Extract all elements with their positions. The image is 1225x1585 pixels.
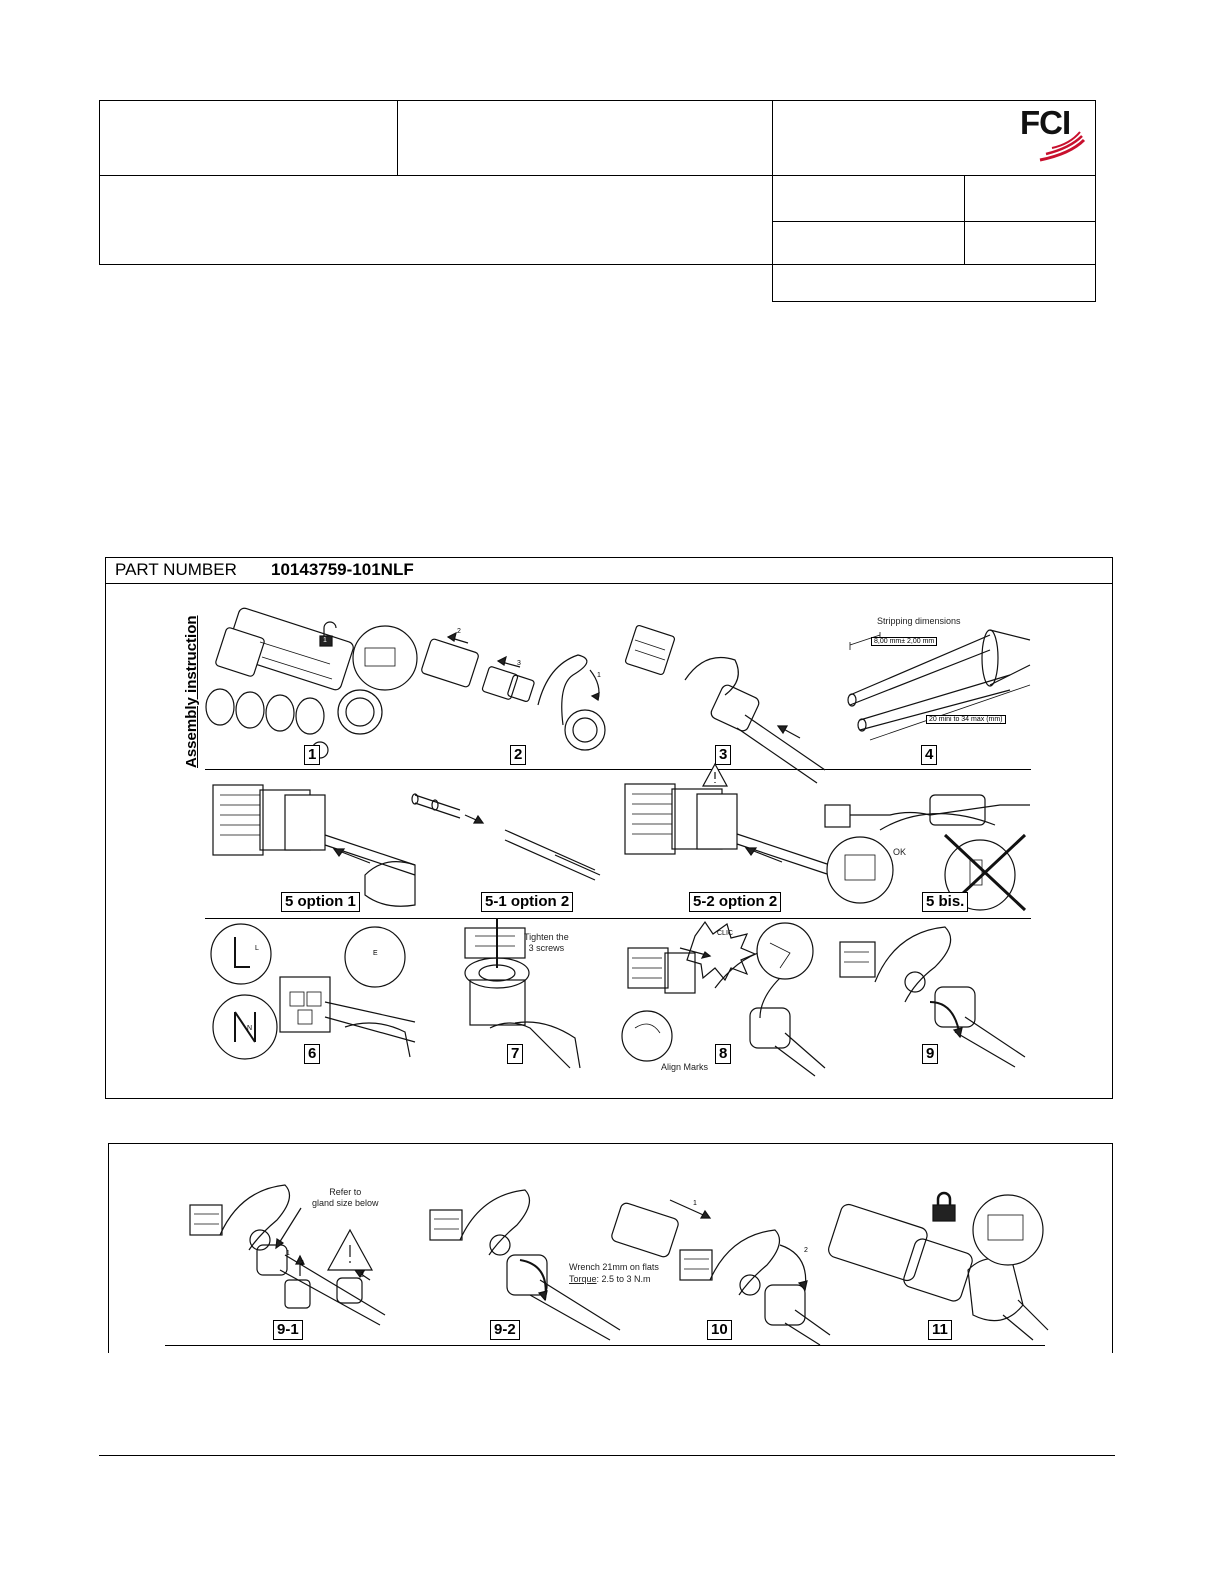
header-title-cell <box>99 175 773 265</box>
header-cell-2 <box>397 100 773 176</box>
header-cell-c <box>772 221 965 265</box>
step-3-label: 3 <box>715 745 731 765</box>
illustration-step-4 <box>840 610 1040 760</box>
step-7-label: 7 <box>507 1044 523 1064</box>
part-number-value: 10143759-101NLF <box>271 560 414 579</box>
fci-logo <box>1018 104 1088 166</box>
clic-label: CLIC <box>717 930 733 937</box>
illustration-step-2 <box>420 615 620 765</box>
fci-logo-text: FCI <box>1020 104 1071 141</box>
part-number-divider <box>105 583 1113 584</box>
header-cell-1 <box>99 100 398 176</box>
header-cell-a <box>772 175 965 222</box>
step-9-1-label: 9-1 <box>273 1320 303 1340</box>
step-5-option-1-label: 5 option 1 <box>281 892 360 912</box>
letter-l: L <box>255 945 259 952</box>
step-1-label: 1 <box>304 745 320 765</box>
lock-digit-1: 1 <box>323 637 327 644</box>
illustration-step-10 <box>610 1185 835 1335</box>
step9-1-arrow-2: 2 <box>300 1260 304 1267</box>
strip-dimension-box: 8,00 mm± 2,00 mm <box>871 637 937 646</box>
letter-n: N <box>247 1025 253 1032</box>
footer-rule <box>99 1455 1115 1456</box>
refer-gland-note: Refer to gland size below <box>312 1187 379 1208</box>
step2-arrow-3: 3 <box>517 660 521 667</box>
step-5-1-option-2-label: 5-1 option 2 <box>481 892 573 912</box>
step-10-label: 10 <box>707 1320 732 1340</box>
illustration-step-9-1 <box>185 1190 395 1330</box>
step9-1-arrow-3: 3 <box>360 1272 364 1279</box>
row-divider-2 <box>205 918 1031 919</box>
assembly-side-title: Assembly instruction <box>183 615 200 768</box>
header-cell-e <box>772 264 1096 302</box>
header-table <box>0 0 1225 310</box>
step-6-label: 6 <box>304 1044 320 1064</box>
step-4-label: 4 <box>921 745 937 765</box>
header-cell-d <box>964 221 1096 265</box>
step2-arrow-2: 2 <box>457 628 461 635</box>
step-9-label: 9 <box>922 1044 938 1064</box>
illustration-step-1 <box>200 612 415 762</box>
part-number-label: PART NUMBER <box>115 560 237 579</box>
align-marks-label: Align Marks <box>661 1062 709 1072</box>
fci-logo-swoosh <box>1018 104 1088 166</box>
step-8-label: 8 <box>715 1044 731 1064</box>
row-divider-1 <box>205 769 1031 770</box>
panel-2-baseline <box>165 1345 1045 1346</box>
tighten-screws-note: Tighten the 3 screws <box>524 932 569 953</box>
length-dimension-box: 20 mini to 34 max (mm) <box>926 715 1006 724</box>
wrench-note: Wrench 21mm on flats <box>569 1262 659 1272</box>
step-9-2-label: 9-2 <box>490 1320 520 1340</box>
step-5-2-option-2-label: 5-2 option 2 <box>689 892 781 912</box>
step9-1-arrow-1: 1 <box>286 1250 290 1257</box>
header-cell-b <box>964 175 1096 222</box>
step-5-bis-label: 5 bis. <box>922 892 968 912</box>
step2-arrow-1: 1 <box>597 672 601 679</box>
illustration-step-9 <box>835 922 1035 1062</box>
ok-label: OK <box>893 847 907 857</box>
step10-arrow-2: 2 <box>804 1247 808 1254</box>
stripping-dimensions-title: Stripping dimensions <box>877 616 961 626</box>
step-11-label: 11 <box>928 1320 952 1340</box>
part-number-row <box>115 560 414 582</box>
step10-arrow-1: 1 <box>693 1200 697 1207</box>
step-2-label: 2 <box>510 745 526 765</box>
torque-label: Torque <box>569 1274 597 1284</box>
letter-e: E <box>373 950 378 957</box>
torque-value: : 2.5 to 3 N.m <box>596 1274 651 1284</box>
